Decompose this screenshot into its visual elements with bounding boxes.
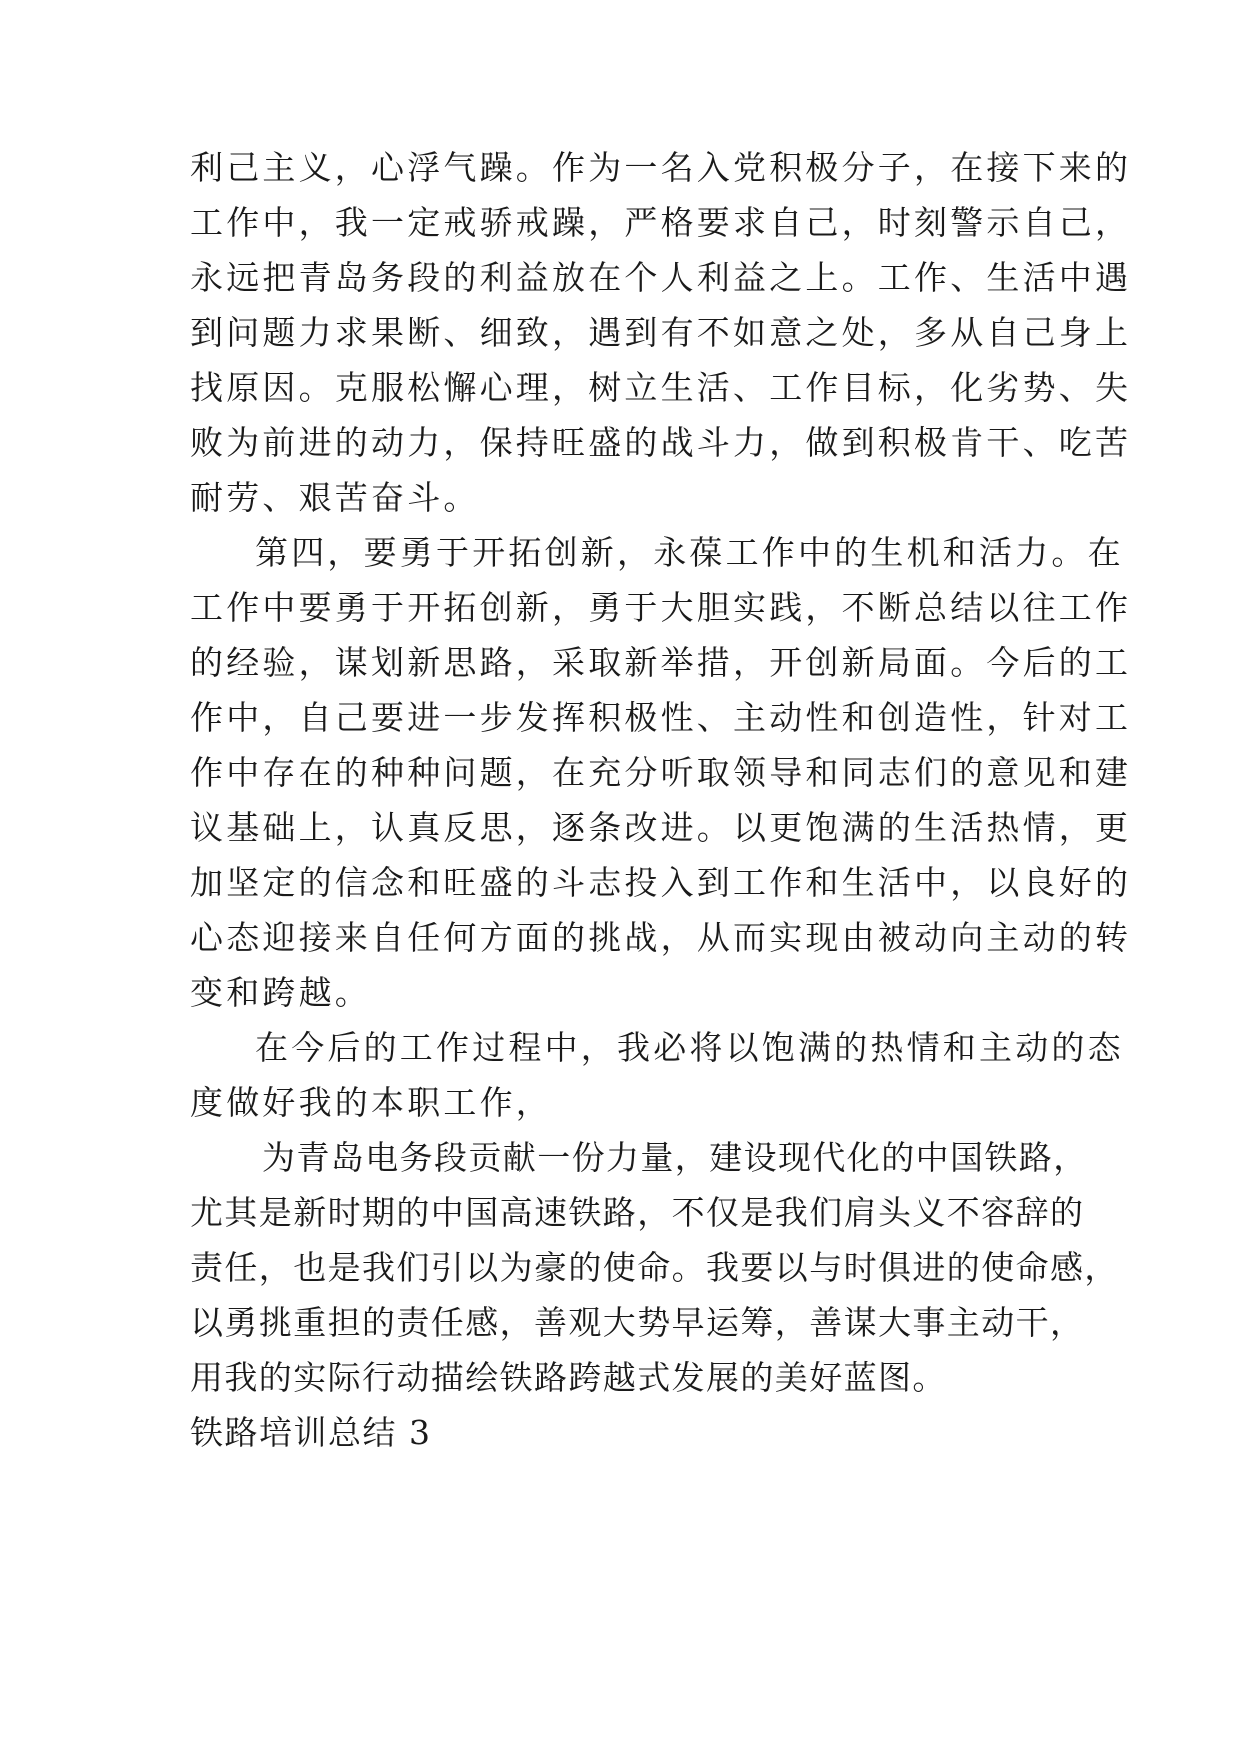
paragraph-line: 在今后的工作过程中，我必将以饱满的热情和主动的态 (255, 1028, 1124, 1067)
section-heading: 铁路培训总结 3 (190, 1413, 432, 1452)
paragraph-line: 心态迎接来自任何方面的挑战，从而实现由被动向主动的转 (190, 918, 1132, 957)
paragraph-line: 责任，也是我们引以为豪的使命。我要以与时俱进的使命感， (190, 1248, 1119, 1287)
paragraph-line: 永远把青岛务段的利益放在个人利益之上。工作、生活中遇 (190, 258, 1132, 297)
paragraph-line: 工作中，我一定戒骄戒躁，严格要求自己，时刻警示自己， (190, 203, 1132, 242)
paragraph-line: 工作中要勇于开拓创新，勇于大胆实践，不断总结以往工作 (190, 588, 1132, 627)
paragraph-line: 败为前进的动力，保持旺盛的战斗力，做到积极肯干、吃苦 (190, 423, 1132, 462)
paragraph-line: 尤其是新时期的中国高速铁路，不仅是我们肩头义不容辞的 (190, 1193, 1085, 1232)
paragraph-line: 第四，要勇于开拓创新，永葆工作中的生机和活力。在 (255, 533, 1124, 572)
paragraph-line: 以勇挑重担的责任感，善观大势早运筹，善谋大事主动干， (190, 1303, 1085, 1342)
paragraph-line: 到问题力求果断、细致，遇到有不如意之处，多从自己身上 (190, 313, 1132, 352)
paragraph-line: 用我的实际行动描绘铁路跨越式发展的美好蓝图。 (190, 1358, 947, 1397)
paragraph-line: 作中，自己要进一步发挥积极性、主动性和创造性，针对工 (190, 698, 1132, 737)
paragraph-line: 为青岛电务段贡献一份力量，建设现代化的中国铁路， (262, 1138, 1088, 1177)
paragraph-line: 作中存在的种种问题，在充分听取领导和同志们的意见和建 (190, 753, 1132, 792)
paragraph-line: 议基础上，认真反思，逐条改进。以更饱满的生活热情，更 (190, 808, 1132, 847)
paragraph-line: 变和跨越。 (190, 973, 371, 1012)
paragraph-line: 度做好我的本职工作， (190, 1083, 552, 1122)
paragraph-line: 利己主义，心浮气躁。作为一名入党积极分子，在接下来的 (190, 148, 1132, 187)
paragraph-line: 找原因。克服松懈心理，树立生活、工作目标，化劣势、失 (190, 368, 1132, 407)
paragraph-line: 的经验，谋划新思路，采取新举措，开创新局面。今后的工 (190, 643, 1132, 682)
paragraph-line: 加坚定的信念和旺盛的斗志投入到工作和生活中，以良好的 (190, 863, 1132, 902)
paragraph-line: 耐劳、艰苦奋斗。 (190, 478, 480, 517)
